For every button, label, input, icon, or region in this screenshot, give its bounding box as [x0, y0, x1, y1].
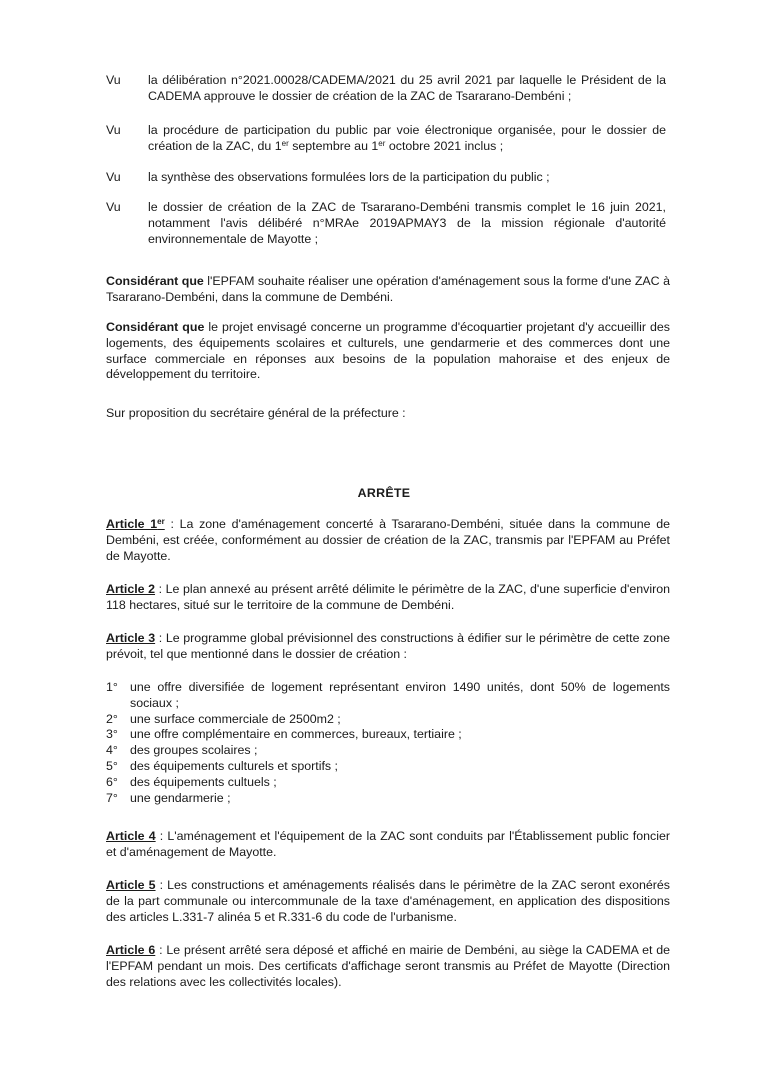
- list-item-number: 3°: [106, 727, 118, 742]
- article-text: : Le programme global prévisionnel des constructions à édifier sur le périmètre de cette zone prévoit, tel que mentionné dans le dossier de création :: [106, 631, 670, 661]
- article-text: : Le plan annexé au présent arrêté délimite le périmètre de la ZAC, d'une superficie d'environ 118 hectares, situé sur le territoire de la commune de Dembéni.: [106, 582, 670, 612]
- vu-label: Vu: [106, 200, 121, 214]
- list-item-text: une offre complémentaire en commerces, bureaux, tertiaire ;: [130, 727, 462, 742]
- vu-text-part: septembre au 1: [288, 138, 379, 153]
- list-item-text: des groupes scolaires ;: [130, 743, 258, 758]
- list-item: [106, 759, 670, 775]
- vu-item-synthese: [106, 170, 666, 186]
- vu-label: Vu: [106, 73, 121, 87]
- list-item-text: des équipements culturels et sportifs ;: [130, 758, 338, 773]
- list-item: [106, 775, 670, 791]
- list-item-number: 2°: [106, 711, 118, 726]
- list-item-number: 4°: [106, 743, 118, 758]
- article-4: [106, 829, 670, 861]
- vu-text: la délibération n°2021.00028/CADEMA/2021 du 25 avril 2021 par laquelle le Président de la CADEMA approuve le dossier de création de la ZAC de Tsararano-Dembéni ;: [148, 73, 666, 103]
- article-3: [106, 631, 670, 663]
- list-item-number: 7°: [106, 790, 118, 805]
- decree-heading: ARRÊTE: [357, 486, 411, 500]
- vu-text-part: la procédure de participation du public par voie électronique organisée, pour le dossier de création de la ZAC, du 1: [148, 123, 666, 153]
- ordinal-superscript: er: [157, 517, 165, 526]
- ordinal-superscript: er: [378, 138, 386, 148]
- article-label: [106, 517, 165, 531]
- article-5: [106, 878, 670, 925]
- vu-text: le dossier de création de la ZAC de Tsararano-Dembéni transmis complet le 16 juin 2021, notamment l'avis délibéré n°MRAe 2019APMAY3 de la mission régionale d'autorité environnementale de Mayotte ;: [148, 200, 666, 246]
- considerant-text: l'EPFAM souhaite réaliser une opération d'aménagement sous la forme d'une ZAC à Tsararano-Dembéni, dans la commune de Dembéni.: [106, 274, 670, 304]
- considerant-text: le projet envisagé concerne un programme d'écoquartier projetant d'y accueillir des logements, des équipements scolaires et culturels, une gendarmerie et des commerces dont une surface commerciale en réponses aux besoins de la population mahoraise et des enjeux de développement du territoire.: [106, 320, 670, 382]
- list-item-text: une gendarmerie ;: [130, 790, 231, 805]
- vu-label: Vu: [106, 170, 121, 184]
- article-label: Article 4: [106, 829, 156, 843]
- list-item-number: 6°: [106, 774, 118, 789]
- list-item-text: une surface commerciale de 2500m2 ;: [130, 711, 341, 726]
- article-text: : La zone d'aménagement concerté à Tsararano-Dembéni, située dans la commune de Dembéni, est créée, conformément au dossier de création de la ZAC, transmis par l'EPFAM au Préfet de Mayotte.: [106, 517, 670, 563]
- article-6: [106, 943, 670, 990]
- article-1: [106, 517, 670, 564]
- vu-item-participation: [106, 123, 666, 155]
- list-item: [106, 727, 670, 743]
- vu-text: [148, 123, 666, 155]
- article-label: Article 5: [106, 878, 156, 892]
- list-item-number: 1°: [106, 680, 118, 694]
- vu-item-deliberation: [106, 73, 666, 105]
- article-label: Article 3: [106, 631, 156, 645]
- list-item: [106, 743, 670, 759]
- ordinal-superscript: er: [281, 138, 289, 148]
- program-list: [106, 680, 670, 806]
- considerant-lead: Considérant que: [106, 274, 204, 288]
- list-item-text: des équipements cultuels ;: [130, 774, 277, 789]
- list-item-text: une offre diversifiée de logement représentant environ 1490 unités, dont 50% de logements sociaux ;: [130, 680, 670, 710]
- proposition-line: Sur proposition du secrétaire général de la préfecture :: [106, 406, 406, 420]
- list-item: [106, 712, 670, 728]
- article-text: : Les constructions et aménagements réalisés dans le périmètre de la ZAC seront exonérés de la part communale ou intercommunale de la taxe d'aménagement, en application des dispositions des articles L.331-7 alinéa 5 et R.331-6 du code de l'urbanisme.: [106, 878, 670, 924]
- list-item-number: 5°: [106, 758, 118, 773]
- article-text: : Le présent arrêté sera déposé et affiché en mairie de Dembéni, au siège la CADEMA et de l'EPFAM pendant un mois. Des certificats d'affichage seront transmis au Préfet de Mayotte (Direction des relations avec les collectivités locales).: [106, 943, 671, 989]
- vu-label: Vu: [106, 123, 121, 137]
- article-text: : L'aménagement et l'équipement de la ZAC sont conduits par l'Établissement public foncier et d'aménagement de Mayotte.: [106, 829, 670, 859]
- article-label: Article 2: [106, 582, 156, 596]
- article-label-text: Article 1: [106, 517, 158, 531]
- considerant-lead: Considérant que: [106, 320, 205, 334]
- vu-text: la synthèse des observations formulées lors de la participation du public ;: [148, 170, 550, 184]
- article-label: Article 6: [106, 943, 156, 957]
- list-item: [106, 791, 670, 807]
- considerant-paragraph-1: [106, 274, 670, 306]
- list-item: [106, 680, 670, 712]
- vu-text-part: octobre 2021 inclus ;: [385, 138, 504, 153]
- vu-item-dossier: [106, 200, 666, 247]
- article-2: [106, 582, 670, 614]
- considerant-paragraph-2: [106, 320, 670, 383]
